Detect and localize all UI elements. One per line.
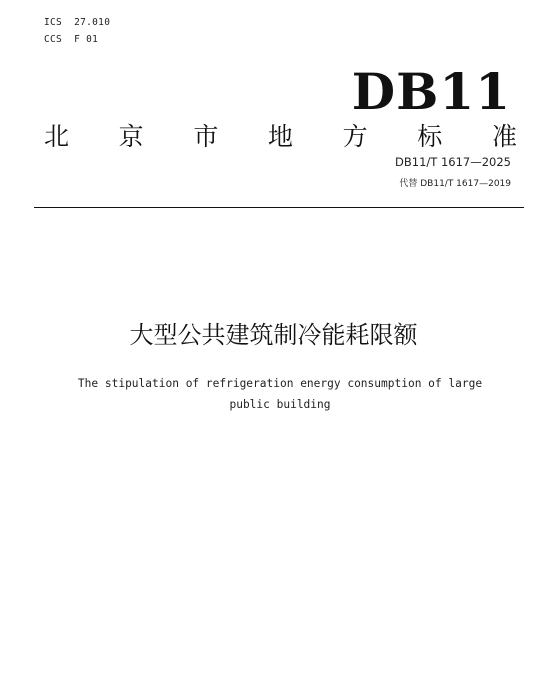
organization-char: 准	[491, 122, 517, 151]
header-divider	[34, 207, 524, 208]
organization-char: 市	[193, 122, 219, 151]
organization-char: 标	[417, 122, 443, 151]
document-title-chinese: 大型公共建筑制冷能耗限额	[129, 321, 418, 349]
document-title-english	[40, 373, 520, 415]
organization-char: 方	[342, 122, 368, 151]
ics-code: ICS 27.010	[44, 17, 111, 28]
replaces-standard: 代替 DB11/T 1617—2019	[399, 179, 511, 189]
organization-char: 地	[267, 122, 293, 151]
standard-code-logo: DB11	[351, 62, 511, 121]
organization-char: 北	[44, 122, 70, 151]
classification-codes	[44, 14, 110, 48]
english-title-line-2: public building	[229, 398, 331, 411]
issuing-organization	[44, 120, 517, 154]
ccs-code: CCS F 01	[44, 34, 99, 45]
organization-char: 京	[118, 122, 144, 151]
english-title-line-1: The stipulation of refrigeration energy consumption of large	[77, 377, 483, 390]
standard-number: DB11/T 1617—2025	[395, 155, 511, 169]
